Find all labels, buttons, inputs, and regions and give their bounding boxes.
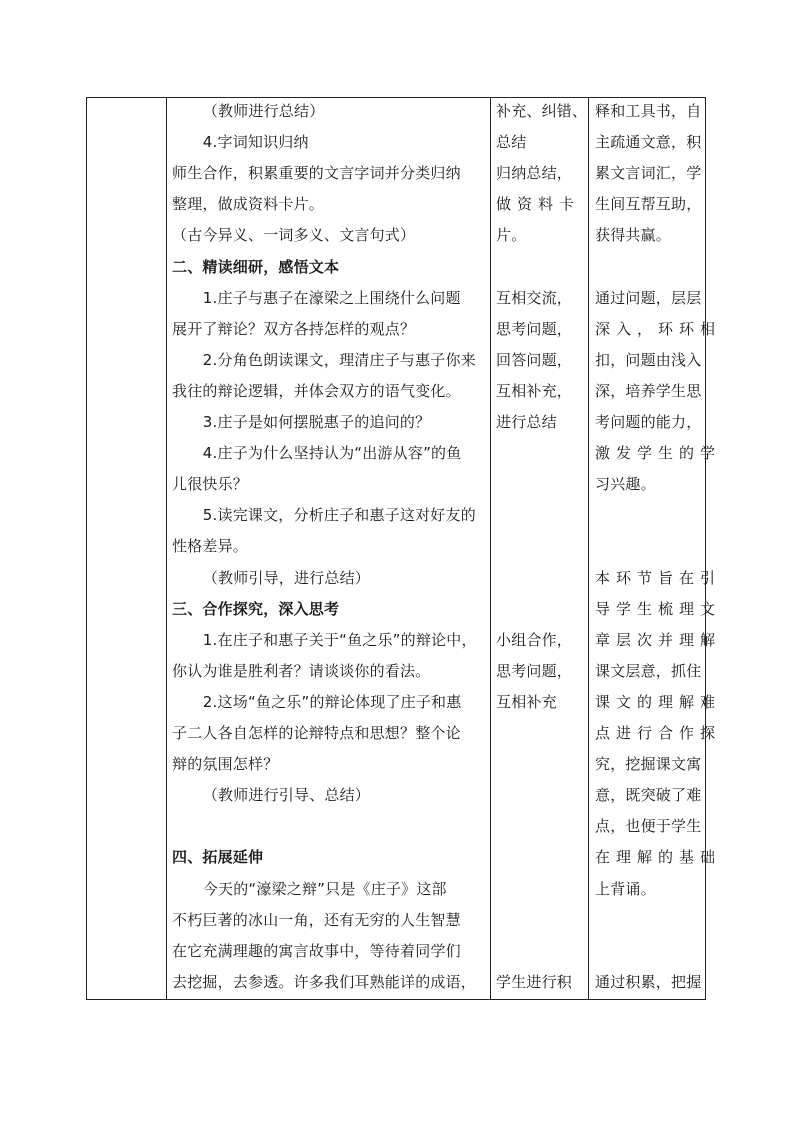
design-intent-line: 释和工具书，自 [595, 102, 702, 120]
student-activity-line: 互相补充 [496, 692, 557, 711]
content-line: 去挖掘，去参透。许多我们耳熟能详的成语， [172, 972, 477, 991]
design-intent-line: 深入，环环相 [595, 319, 722, 338]
design-intent-line: 点，也便于学生 [595, 817, 702, 836]
design-intent-line: 点进行合作探 [595, 724, 722, 742]
student-activity-line: 进行总结 [496, 413, 557, 431]
design-intent-line: 章层次并理解 [595, 630, 722, 649]
design-intent-line: 课文层意，抓住 [595, 661, 702, 680]
design-intent-column [590, 97, 722, 1000]
content-line: 1.庄子与惠子在濠梁之上围绕什么问题 [202, 288, 461, 307]
content-line: 性格差异。 [172, 537, 249, 556]
student-activity-line: 小组合作， [496, 630, 573, 649]
student-activity-line: 思考问题， [496, 319, 573, 338]
design-intent-line: 上背诵。 [595, 879, 656, 898]
design-intent-line: 扣，问题由浅入 [595, 350, 702, 369]
design-intent-line: 通过积累，把握 [595, 972, 702, 991]
design-intent-line: 本环节旨在引 [595, 568, 722, 587]
content-line: 在它充满理趣的寓言故事中，等待着同学们 [172, 941, 461, 960]
student-activity-line: 互相补充， [496, 381, 573, 400]
content-line: 3.庄子是如何摆脱惠子的追问的？ [202, 413, 431, 431]
student-activity-line: 回答问题， [496, 350, 573, 369]
student-activity-line: 片。 [496, 226, 527, 245]
student-activity-line: 补充、纠错、 [496, 102, 588, 120]
content-line: 儿很快乐？ [172, 475, 249, 494]
column-divider [490, 97, 491, 1000]
design-intent-line: 考问题的能力， [595, 413, 702, 431]
student-activity-column [492, 97, 588, 1000]
design-intent-line: 究，挖掘课文寓 [595, 755, 702, 774]
design-intent-line: 累文言词汇，学 [595, 164, 702, 183]
content-line: 你认为谁是胜利者？请谈谈你的看法。 [172, 661, 431, 680]
content-line: 子二人各自怎样的论辩特点和思想？整个论 [172, 724, 461, 742]
student-activity-line: 总结 [496, 133, 527, 152]
content-line: 4.庄子为什么坚持认为“出游从容”的鱼 [202, 444, 462, 463]
content-line: （教师引导，进行总结） [202, 568, 370, 587]
design-intent-line: 课文的理解难 [595, 692, 722, 711]
content-line: （古今异义、一词多义、文言句式） [172, 226, 416, 245]
content-line: 1.在庄子和惠子关于“鱼之乐”的辩论中， [202, 630, 477, 649]
content-line: 2.分角色朗读课文，理清庄子与惠子你来 [202, 350, 476, 369]
design-intent-line: 通过问题，层层 [595, 288, 702, 307]
stage-column [88, 97, 166, 1000]
design-intent-line: 激发学生的学 [595, 444, 722, 463]
content-line: 辩的氛围怎样？ [172, 755, 279, 774]
content-line: 今天的“濠梁之辩”只是《庄子》这部 [202, 879, 447, 898]
student-activity-line: 做资料卡 [496, 195, 581, 214]
content-line: 2.这场“鱼之乐”的辩论体现了庄子和惠 [202, 692, 462, 711]
teaching-content-column [168, 97, 490, 1000]
design-intent-line: 在理解的基础 [595, 848, 722, 867]
content-line: 我往的辩论逻辑，并体会双方的语气变化。 [172, 381, 461, 400]
design-intent-line: 意，既突破了难 [595, 786, 702, 805]
content-line: 5.读完课文，分析庄子和惠子这对好友的 [202, 506, 476, 525]
section-heading: 二、精读细研，感悟文本 [172, 257, 340, 276]
column-divider [588, 97, 589, 1000]
content-line: 4.字词知识归纳 [202, 133, 309, 152]
content-line: 不朽巨著的冰山一角，还有无穷的人生智慧 [172, 910, 461, 929]
student-activity-line: 思考问题， [496, 661, 573, 680]
column-divider [166, 97, 167, 1000]
design-intent-line: 导学生梳理文 [595, 599, 722, 618]
student-activity-line: 归纳总结， [496, 164, 573, 183]
content-line: 师生合作，积累重要的文言字词并分类归纳 [172, 164, 461, 183]
content-line: 整理，做成资料卡片。 [172, 195, 325, 214]
content-line: 展开了辩论？双方各持怎样的观点？ [172, 319, 416, 338]
design-intent-line: 主疏通文意，积 [595, 133, 702, 152]
student-activity-line: 互相交流， [496, 288, 573, 307]
student-activity-line: 学生进行积 [496, 972, 573, 991]
section-heading: 三、合作探究，深入思考 [172, 599, 340, 618]
design-intent-line: 深，培养学生思 [595, 381, 702, 400]
content-line: （教师进行引导、总结） [202, 786, 370, 805]
section-heading: 四、拓展延伸 [172, 848, 264, 867]
design-intent-line: 获得共赢。 [595, 226, 672, 245]
design-intent-line: 生间互帮互助， [595, 195, 702, 214]
content-line: （教师进行总结） [202, 102, 325, 120]
design-intent-line: 习兴趣。 [595, 475, 656, 494]
